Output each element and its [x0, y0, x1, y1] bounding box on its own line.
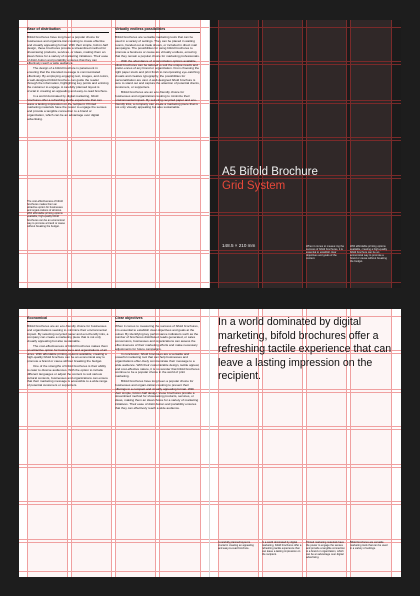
grid-row-line — [210, 282, 401, 283]
grid-row-line — [19, 137, 210, 138]
top-right-page — [210, 20, 401, 288]
grid-row-line — [19, 253, 210, 254]
brochure-title: A5 Bifold Brochure — [222, 166, 318, 178]
col1-heading-rule — [27, 32, 109, 33]
col2-heading: Virtually endless possibilities — [115, 27, 166, 31]
grid-row-line — [210, 464, 401, 465]
col1-heading: Economical — [27, 316, 48, 320]
grid-column-line — [258, 20, 259, 288]
paragraph: When it comes to measuring the success of bifold brochures, it is essential to establish clear objectives and goals at the outset. By identifying key performance indicators such as the number of brochures distributed, leads generated, or sales conversions, businesses and organizations can assess the effec-tiveness of their marketing efforts and make necessary adjustments for future campaigns. — [115, 324, 199, 351]
brochure-subtitle: Grid System — [222, 180, 286, 192]
grid-row-line — [19, 140, 210, 141]
caption: When it comes to measur-ing the success of bifold brochures, it is essential to establish clear objectives and goals of the content. — [306, 245, 345, 261]
grid-row-line — [210, 100, 401, 101]
grid-row-line — [19, 175, 210, 176]
grid-row-line — [19, 250, 210, 251]
grid-row-line — [210, 392, 401, 393]
grid-row-line — [210, 178, 401, 179]
col2-heading: Clear objectives — [115, 316, 143, 320]
grid-row-line — [210, 571, 401, 572]
col2-body — [115, 36, 200, 111]
grid-row-line — [210, 140, 401, 141]
grid-column-line — [200, 20, 201, 288]
paragraph: Bifold brochures have long been a popular choice for businesses and organi-zations looking to present their offerings in a compact and visually appealing format. With their simple, fold-in-half design, these brochures provide a streamlined method for showcasing products, services, or ideas, making them an ideal choice for a variety of marketing initiatives. Their ease of distri-bution and portability ensures that they can effectively reach a wide audience. — [115, 379, 199, 410]
grid-row-line — [210, 501, 401, 502]
paragraph: Bifold brochures are an eco-friendly choice for businesses and organizations looking to minimize their environmental impact. By selecting recycled paper and eco-friendly inks, a company can create a marketing piece that is not only visually appealing but also sustainable. — [115, 90, 198, 110]
paragraph: Bifold brochures are an eco-friendly choice for businesses and organizations seeking to minimize their environmental impact. By selecting recycled paper and eco-friendly inks, a company can create a marketing piece that is not only visually appealing but also sustainable. — [27, 324, 109, 343]
paragraph: The design of a bifold brochure is paramount in ensuring that the intended message is communicated effectively. By employing engaging text, images, and colors, a well-designed bifold brochure can guide the reader through the information, highlighting key points and enticing the customer to engage. A carefully planned layout is crucial in creating an appealing and easy-to-read brochure. — [27, 66, 109, 93]
paragraph: Bifold brochures have long been a popular choice for businesses and organiza-tions looking to create effective and visually appealing format. With their simple, fold-in-half design, these brochures provide a streamlined method for showcasing products, services, or ideas, making them an ideal choice for a variety of marketing initiatives. Their ease of distri-bution and portability ensures that they can effectively reach a wide audience. — [27, 35, 109, 66]
grid-row-line — [210, 27, 401, 28]
paragraph: Bifold brochures are versatile marketing tools that can be used in a variety of settings. They can be placed in waiting rooms, handed out at trade shows, or included in direct mail campaigns. The possibilities for using bifold brochures to promote a business or cause are virtually endless, ensuring that they remain a popular choice for marketing professionals. — [115, 35, 200, 58]
grid-row-line — [210, 61, 401, 62]
paragraph: In a world dominated by digital marketing, bifold brochures offer a refreshing tactile experience that can leave a lasting impression on the recipient. Printed marketing materials have the power to engage the senses and provide a tangible connection to a brand or organization, which can be an advantage over digital advertising. — [27, 94, 107, 121]
grid-row-line — [19, 504, 210, 505]
center-fold — [209, 20, 210, 288]
bottom-spread — [19, 309, 401, 577]
paragraph: In conclusion, bifold brochures are a versatile and powerful marketing tool that can help businesses and organizations effec-tively communicate their message to a wide audience. With their customizable design, tactile appeal, and cost-effective nature, it is no wonder that bifold brochures continue to be a popular choice in the world of print marketing. — [115, 351, 200, 379]
bottom-right-page — [210, 309, 401, 577]
grid-row-line — [210, 539, 401, 540]
grid-row-line — [19, 429, 210, 430]
col1-heading-rule — [27, 321, 109, 322]
grid-column-line — [346, 20, 347, 288]
grid-row-line — [210, 212, 401, 213]
grid-column-line — [218, 20, 219, 288]
grid-row-line — [210, 467, 401, 468]
caption: A carefully planned layout is crucial in creating an appealing and easy-to-read brochure. — [218, 541, 254, 551]
col2-body — [115, 325, 200, 412]
col1-body — [27, 325, 109, 389]
col1-heading: Ease of distribution — [27, 27, 61, 31]
paragraph: One of the strengths of bifold brochures is their ability to cater to diverse audiences. With the option to include different languages or adjust the content to suit various cultural contexts, businesses and organizations can ensure that their marketing message is accessible to a wide range of potential customers or supporters. — [27, 364, 109, 388]
bottom-left-page — [19, 309, 210, 577]
grid-row-line — [210, 64, 401, 65]
grid-row-line — [210, 103, 401, 104]
page-size-label: 148.5 × 210 mm — [222, 243, 256, 248]
caption: Printed marketing materials have the power to engage the senses and provide a tangible connection to a brand or organization, which can be an advantage over digital advertising. — [306, 541, 345, 560]
col1-caption: The cost-effectiveness of bifold brochures makes them an attractive option for businesses and organi-zations of all sizes. With affordable printing options available, high-quality bifold brochures can be an economical way to promote a brand or cause without breaking the budget. — [27, 200, 65, 228]
caption: Bifold brochures are versatile marketing tools that can be used in a variety of settings. — [350, 541, 388, 551]
grid-row-line — [19, 282, 210, 283]
top-spread — [19, 20, 401, 288]
grid-column-line — [391, 20, 392, 288]
grid-row-line — [210, 429, 401, 430]
col2-heading-rule — [115, 321, 200, 322]
grid-row-line — [19, 539, 210, 540]
grid-row-line — [210, 215, 401, 216]
grid-column-line — [200, 309, 201, 577]
col2-heading-rule — [115, 32, 200, 33]
grid-row-line — [19, 542, 210, 543]
grid-row-line — [19, 464, 210, 465]
caption: With affordable printing options available, creating a high-quality bifold brochure can be an economical way to promote a brand or cause without breaking the budget. — [350, 245, 388, 264]
paragraph: The cost-effectiveness of bifold brochures makes them an attractive option for businesses and organizations of all sizes. With affordable printing options available, creating a high-quality bifold brochure can be an economical way to promote a brand or cause without breaking the budget. — [27, 344, 108, 364]
grid-column-line — [262, 20, 263, 288]
grid-row-line — [19, 571, 210, 572]
top-left-page — [19, 20, 210, 288]
grid-column-line — [111, 309, 112, 577]
grid-row-line — [19, 467, 210, 468]
pull-quote: In a world dominated by digital marketing, bifold brochures offer a refreshing tactile experience that can leave a lasting impression on the recipient. — [218, 316, 392, 383]
grid-row-line — [19, 178, 210, 179]
caption: In a world dominated by digital marketing, bifold brochures offer a refreshing tactile experience that can leave a lasting impression on the recipient. — [262, 541, 302, 557]
grid-column — [262, 20, 302, 288]
grid-row-line — [19, 426, 210, 427]
grid-column-line — [302, 20, 303, 288]
grid-column-line — [111, 20, 112, 288]
grid-row-line — [19, 501, 210, 502]
grid-row-line — [210, 389, 401, 390]
col1-body — [27, 36, 109, 123]
grid-row-line — [210, 137, 401, 138]
grid-row-line — [210, 504, 401, 505]
paragraph: With the abundance of customization options available, bifold brochures can be tailored to suit the unique needs and prefer-ences of any brand or organization. From choosing the right paper stock and print finish to incorporating eye-catching visuals and creative typography, the possibilities for personalization are vast. A well-designed bifold brochure is sure to stand out and capture the attention of potential clients, customers, or supporters. — [115, 58, 200, 90]
center-fold — [209, 309, 210, 577]
grid-row-line — [210, 426, 401, 427]
